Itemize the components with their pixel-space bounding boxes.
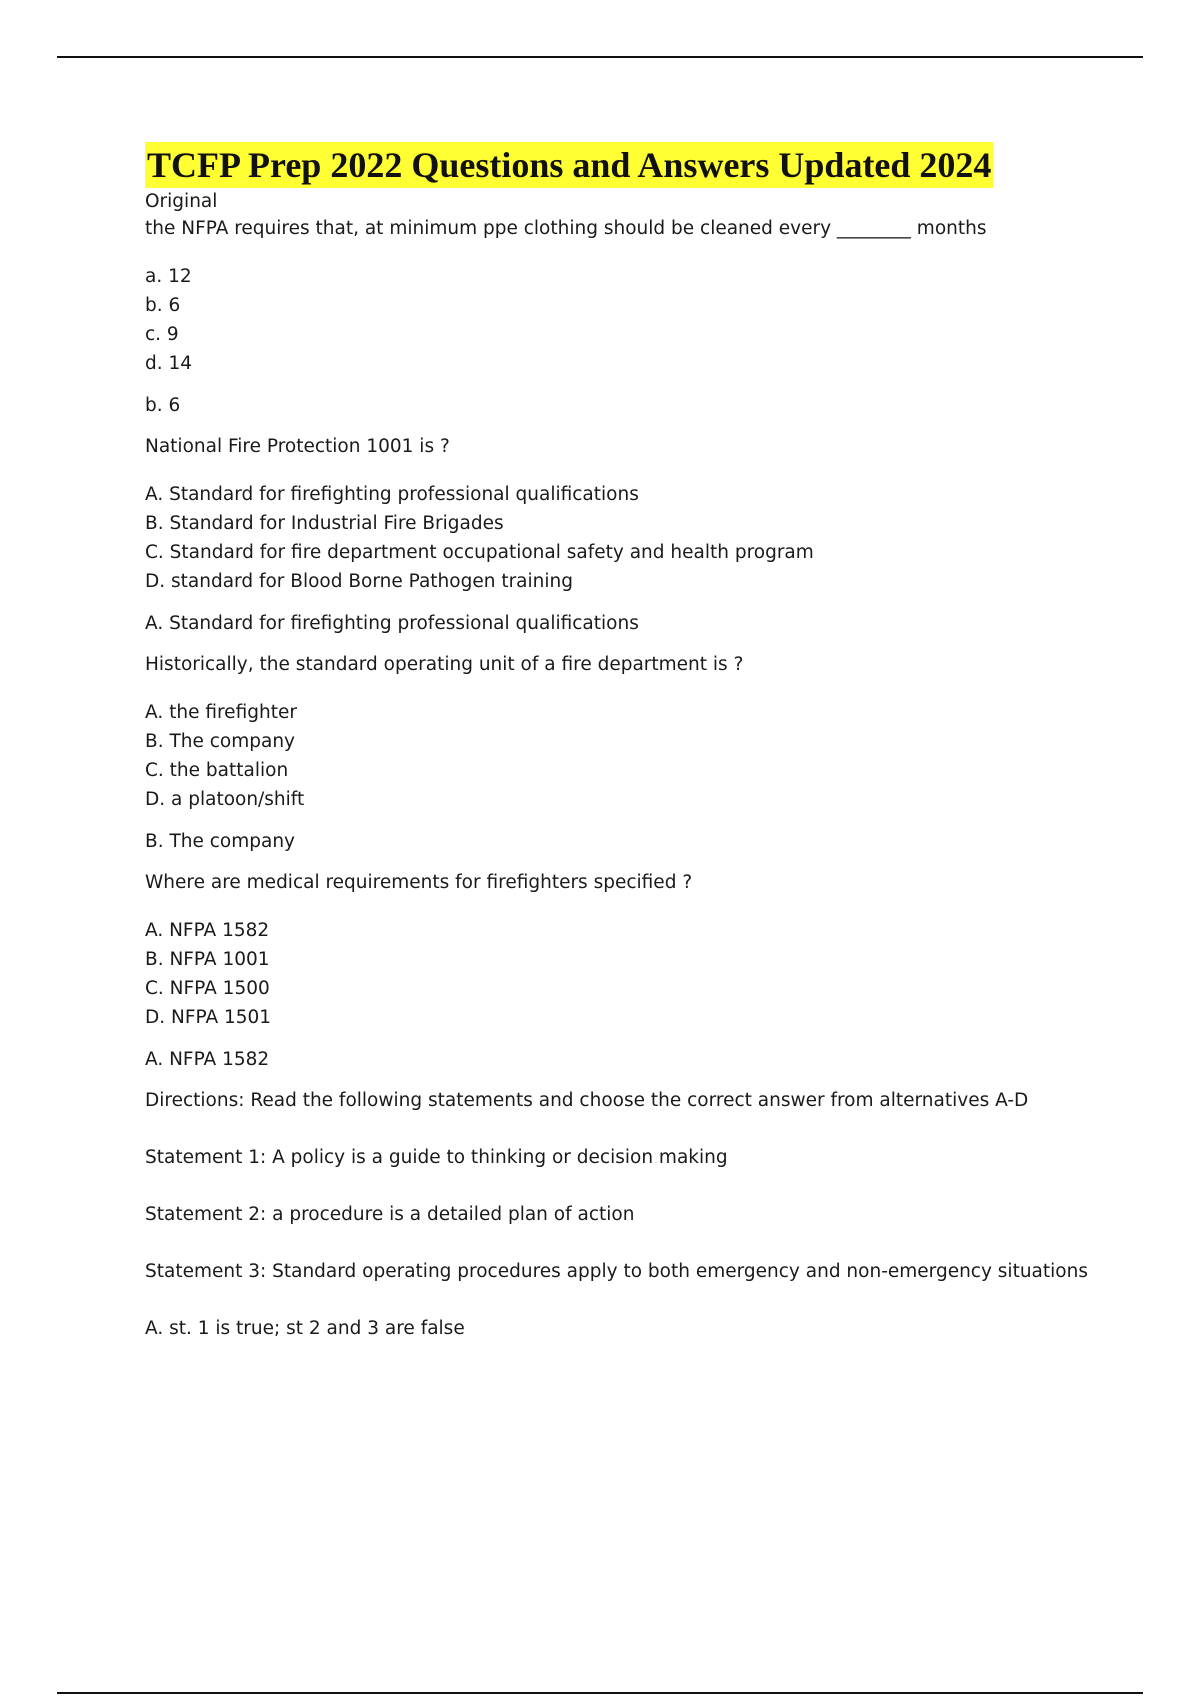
- option-item: b. 6: [145, 295, 181, 316]
- question-block: [145, 433, 1145, 637]
- answer-text: B. The company: [145, 831, 296, 852]
- option-item: D. standard for Blood Borne Pathogen training: [145, 571, 573, 592]
- option-item: d. 14: [145, 353, 193, 374]
- option-item: C. Standard for fire department occupational safety and health program: [145, 542, 814, 563]
- option-item: A. NFPA 1582: [145, 920, 270, 941]
- options-list: [145, 262, 1145, 378]
- answer-text: b. 6: [145, 395, 181, 416]
- question-block: [145, 869, 1145, 1073]
- option-item: A. the firefighter: [145, 702, 297, 723]
- option-item: c. 9: [145, 324, 179, 345]
- question-block: [145, 215, 1145, 419]
- question-text: Where are medical requirements for firefighters specified ?: [145, 872, 693, 893]
- document-title: TCFP Prep 2022 Questions and Answers Updated 2024: [145, 142, 993, 188]
- option-item: C. the battalion: [145, 760, 289, 781]
- options-list: [145, 480, 1145, 596]
- statement-2: Statement 2: a procedure is a detailed plan of action: [145, 1204, 635, 1225]
- document-body: [145, 142, 1145, 1342]
- statement-1: Statement 1: A policy is a guide to thinking or decision making: [145, 1147, 728, 1168]
- option-item: B. The company: [145, 731, 296, 752]
- question-text: the NFPA requires that, at minimum ppe clothing should be cleaned every ________ months: [145, 218, 987, 239]
- options-list: [145, 698, 1145, 814]
- option-item: a. 12: [145, 266, 192, 287]
- option-item: D. a platoon/shift: [145, 789, 305, 810]
- option-item: D. NFPA 1501: [145, 1007, 272, 1028]
- option-item: B. Standard for Industrial Fire Brigades: [145, 513, 504, 534]
- answer-text: A. Standard for firefighting professional qualifications: [145, 613, 639, 634]
- option-item: C. NFPA 1500: [145, 978, 270, 999]
- header-rule: [57, 56, 1143, 58]
- subtitle: Original: [145, 191, 218, 212]
- footer-rule: [57, 1692, 1143, 1694]
- option-item: B. NFPA 1001: [145, 949, 270, 970]
- statement-3: Statement 3: Standard operating procedures apply to both emergency and non-emergency situations: [145, 1261, 1088, 1282]
- options-list: [145, 916, 1145, 1032]
- question-block: [145, 651, 1145, 855]
- question-text: National Fire Protection 1001 is ?: [145, 436, 450, 457]
- option-item: A. Standard for firefighting professional qualifications: [145, 484, 639, 505]
- answer-text: A. NFPA 1582: [145, 1049, 270, 1070]
- directions-text: Directions: Read the following statements and choose the correct answer from alternatives A-D: [145, 1090, 1029, 1111]
- final-option: A. st. 1 is true; st 2 and 3 are false: [145, 1318, 465, 1339]
- question-text: Historically, the standard operating unit of a fire department is ?: [145, 654, 744, 675]
